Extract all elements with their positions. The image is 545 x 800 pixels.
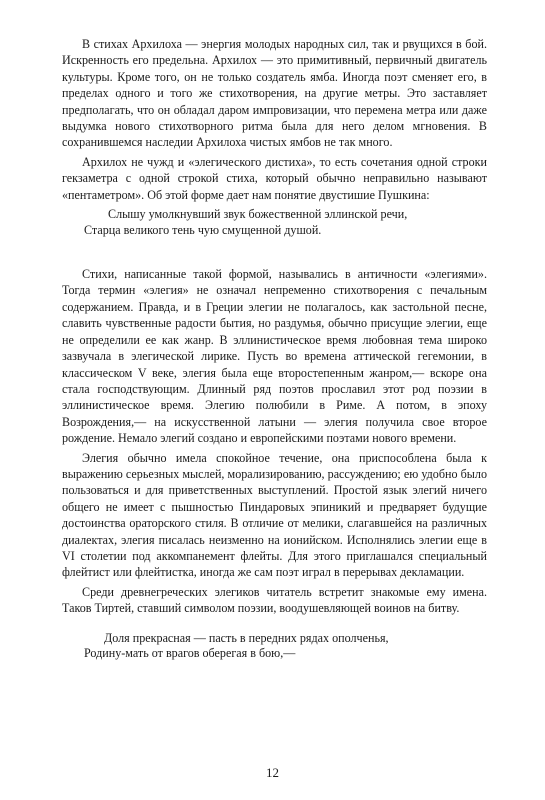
verse-line: Слышу умолкнувший звук божественной эллинской речи,: [108, 207, 408, 222]
paragraph-elegists: Среди древнегреческих элегиков читатель встретит знакомые ему имена. Таков Тиртей, ставший символом поэзии, воодушевляющей воинов на битву.: [62, 584, 487, 616]
paragraph-elegiac-distich: Архилох не чужд и «элегического дистиха», то есть сочетания одной строки гекзаметра с одной строкой стиха, который обычно неправильно называют «пентаметром». Об этой форме дает нам понятие двустишие Пушкина:: [62, 154, 487, 202]
verse-line: Старца великого тень чую смущенной душой.: [84, 222, 322, 237]
paragraph-archilochus: В стихах Архилоха — энергия молодых народных сил, так и рвущихся в бой. Искренность его предельна. Архилох — это примитивный, первичный двигатель культуры. Кроме того, он не только создатель ямба. Иногда поэт сменяет его, в пределах одного и того же стихотворения, на другие метры. Это заставляет предполагать, что он обладал даром импровизации, что перемена метра или даже выдумка нового стихотворного ритма была для него делом мгновения. В сохранившемся наследии Архилоха чистых ямбов не так много.: [62, 37, 487, 150]
verse-line: Доля прекрасная — пасть в передних рядах ополченья,: [104, 630, 389, 645]
paragraph-elegy-history: Стихи, написанные такой формой, назывались в античности «элегиями». Тогда термин «элегия» не означал непременно стихотворения с печальным содержанием. Правда, и в Греции элегии не полагалось, как застольной песне, славить чувственные радости бытия, но раздумья, обычно присущие элегии, еще не определили ее как жанр. В эллинистическое время любовная тема широко зазвучала в элегической лирике. Пусть во времена аттической гегемонии, в классическом V веке, элегия была еще второстепенным жанром,— вскоре она стала господствующим. Длинный ряд поэтов прославил этот род поэзии в эллинистическое время. Элегию полюбили в Риме. А потом, в эпоху Возрождения,— на искусственной латыни — элегия получила свое второе рождение. Немало элегий создано и европейскими поэтами нового времени.: [62, 267, 487, 446]
verse-tyrtaeus: [62, 631, 487, 662]
verse-line: Родину-мать от врагов оберегая в бою,—: [84, 646, 296, 661]
verse-pushkin: [62, 207, 487, 238]
paragraph-elegy-character: Элегия обычно имела спокойное течение, она приспособлена была к выражению серьезных мыслей, морализированию, рассуждению; ею удобно было пользоваться и для приветственных выступлений. Простой язык элегий ничего общего не имеет с пышностью Пиндаровых эпиникий и предваряет будущие достоинства ораторского стиля. В отличие от мелики, слагавшейся на различных диалектах, элегия писалась неизменно на ионийском. Исполнялись элегии еще в VI столетии под аккомпанемент флейты. Для этого приглашался специальный флейтист или флейтистка, иногда же сам поэт играл в перерывах декламации.: [62, 450, 487, 580]
page-number: 12: [266, 765, 279, 780]
